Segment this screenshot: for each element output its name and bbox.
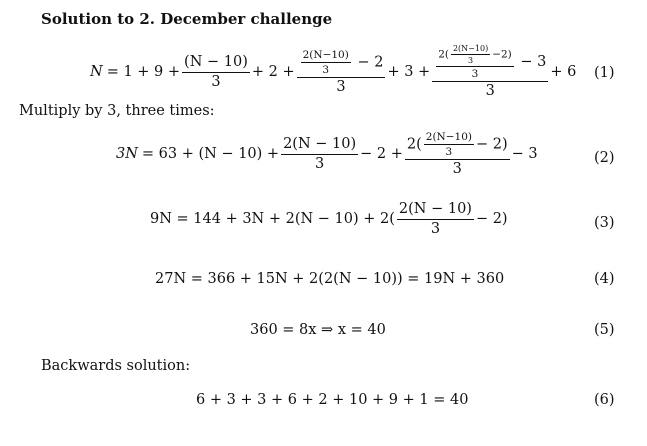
equation-3	[150, 201, 508, 237]
eq1-part1: = 1 + 9 +	[106, 64, 181, 81]
eq1-fraction-2	[297, 49, 386, 96]
eq1-f1-denominator: 3	[211, 73, 221, 90]
eq2-f2-open: 2(	[406, 136, 422, 153]
eq1-f2-minus: − 2	[357, 54, 384, 71]
eq2-f2-inner-numerator: 2(N−10)	[424, 131, 474, 145]
eq2-part3: − 3	[511, 146, 538, 163]
eq3-fraction-1	[397, 201, 474, 237]
eq2-f1-denominator: 3	[314, 155, 325, 172]
eq4-text: 27N = 366 + 15N + 2(2(N − 10)) = 19N + 360	[155, 271, 505, 287]
eq2-part1: = 63 + (N − 10) +	[141, 146, 280, 163]
equation-number-1: (1)	[594, 65, 615, 81]
eq2-f2-inner-denominator: 3	[445, 146, 453, 159]
eq2-fraction-1	[281, 136, 358, 172]
eq1-f3-denominator: 3	[485, 83, 495, 100]
eq1-f2-inner-numerator: 2(N−10)	[301, 49, 351, 63]
eq2-f2-inner-fraction	[424, 131, 474, 158]
eq1-f2-inner-fraction	[301, 49, 351, 76]
eq3-f1-denominator: 3	[430, 220, 441, 237]
eq1-part4: + 6	[550, 64, 577, 81]
eq1-part2: + 2 +	[251, 64, 295, 81]
eq1-f3-inner-numerator: 2(N−10)	[451, 44, 490, 55]
equation-5	[250, 322, 386, 338]
eq3-part1: 9N = 144 + 3N + 2(N − 10) + 2(	[150, 211, 395, 228]
equation-number-3: (3)	[594, 215, 615, 231]
eq2-f2-denominator: 3	[452, 161, 462, 178]
equation-2	[116, 131, 538, 178]
eq2-f1-numerator: 2(N − 10)	[281, 136, 358, 155]
eq3-part2: − 2)	[475, 211, 508, 228]
page-title: Solution to 2. December challenge	[41, 10, 333, 28]
eq1-part3: + 3 +	[387, 64, 431, 81]
eq1-f3-mid-fraction	[436, 44, 514, 80]
equation-4	[155, 271, 504, 287]
eq1-f3-close: −2)	[492, 48, 512, 61]
eq1-f3-open: 2(	[438, 48, 449, 61]
eq1-fraction-1	[182, 54, 250, 90]
eq1-f2-inner-denominator: 3	[322, 63, 330, 76]
eq1-f3-inner-denominator: 3	[468, 56, 474, 66]
eq1-f3-mid-denominator: 3	[471, 68, 479, 81]
eq6-text: 6 + 3 + 3 + 6 + 2 + 10 + 9 + 1 = 40	[196, 392, 469, 408]
multiply-note: Multiply by 3, three times:	[19, 103, 215, 119]
eq5-text: 360 = 8x ⇒ x = 40	[250, 322, 386, 338]
eq2-fraction-2	[405, 131, 510, 178]
backwards-note: Backwards solution:	[41, 358, 191, 374]
eq2-part2: − 2 +	[360, 146, 403, 163]
eq1-f1-numerator: (N − 10)	[182, 54, 250, 73]
equation-1	[90, 44, 576, 100]
equation-6	[196, 392, 468, 408]
eq1-f3-minus: − 3	[520, 54, 547, 71]
eq3-f1-numerator: 2(N − 10)	[397, 201, 474, 220]
eq1-fraction-3	[432, 44, 548, 100]
equation-number-5: (5)	[594, 322, 615, 338]
eq1-f2-denominator: 3	[336, 78, 346, 95]
equation-number-4: (4)	[594, 271, 615, 287]
equation-number-2: (2)	[594, 150, 615, 166]
equation-number-6: (6)	[594, 392, 615, 408]
eq1-lhs: N	[90, 64, 103, 81]
eq1-f3-inner-fraction	[451, 44, 490, 65]
eq2-lhs: 3N	[116, 146, 138, 163]
eq2-f2-close: − 2)	[476, 136, 508, 153]
